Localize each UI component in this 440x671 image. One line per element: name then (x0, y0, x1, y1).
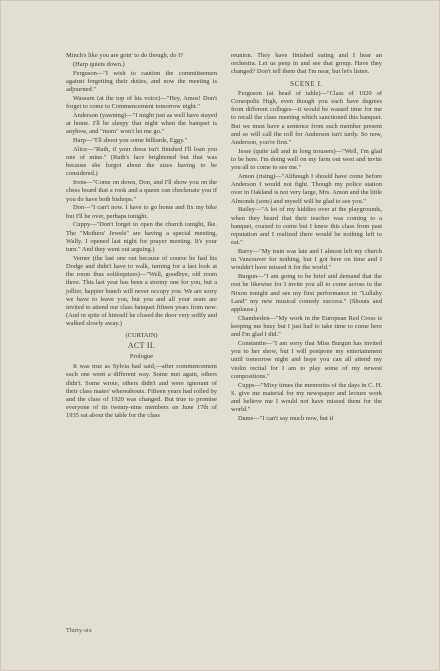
paragraph: Jesse (quite tall and in long trousers)—"Well, I'm glad to be here. I'm doing well on my farm out west and invite you all to come to see me." (231, 147, 382, 172)
paragraph: Bailey—"A lot of my kiddies over at the playgrounds, when they heard that their teacher was coming to a banquet, coaxed to come but I knew this class from past reputation and I realized there would be nothing left to eat." (231, 206, 382, 247)
paragraph: reunion. They have finished eating and I hear an orchestra. Let us peep in and see that group. Have they changed? Don't tell them that I'm near, but let's listen. (231, 52, 382, 76)
page-number: Thirty-six (66, 628, 92, 634)
section-heading: ACT II. (127, 340, 156, 350)
right-column (231, 52, 382, 642)
paragraph: Harp—"I'll shoot you some billiards, Eggy." (73, 137, 188, 144)
section-heading: (CURTAIN) (125, 331, 158, 339)
left-column (66, 52, 217, 642)
paragraph: Amon (rising)—"Although I should have come before Anderson I would not fight. Though my police station over in Oakland is not very large, Mrs. Amon and the little Almonds (sons) and myself will be glad to see you." (231, 173, 382, 205)
paragraph: Verner (the last one out because of course he had his Dodge and didn't have to walk, turning for a last look at the room thus soliloquizes)—"Well, goodbye, old room three. This last year has been a stormy one for you, but a jollier, happier bunch will never occupy you. We are sorry we have to leave you, but you and all your seats are invited to attend our class banquet fifteen years from now. (And in spite of himself he closed the door very softly and walked slowly away.) (66, 254, 217, 328)
paragraph: Dame—"I can't say much now, but if (238, 415, 334, 423)
text-columns (66, 52, 382, 642)
paragraph: It was true as Sylvia had said,—after commencement each one went a different way. Some met again, others didn't. Some wrote, others didn't and were ignorant of their class mates' whereabouts. Fifteen years had rolled by and the class of 1920 was changed. But true to promise everyone of its twenty-nine members on June 17th of 1935 sat about the table for the class (66, 363, 217, 420)
paragraph: Alice—"Ruth, if your dress isn't finished I'll loan you one of mine." (Ruth's face brightened but that was because she forgot about the sizes having to be considered.) (66, 145, 217, 178)
paragraph: Irons—"Come on down, Don, and I'll show you on the chess board that a rook and a queen can checkmate you if you do have both bishops." (66, 179, 217, 203)
paragraph: Ferguson—"I wish to caution the committeemen against forgetting their duties, and now the meeting is adjourned." (66, 69, 217, 93)
section-heading: Prologue (129, 353, 154, 361)
paragraph: (Harp quiets down.) (73, 60, 125, 68)
paragraph: Don—"I can't now. I have to go home and fix my bike but I'll be over, perhaps tonight. (66, 204, 217, 220)
paragraph: Chamberlen—"My work in the European Red Cross is keeping me busy but I just had to take time to come here and I'm glad I did." (231, 314, 382, 339)
paragraph: Constantin—"I am sorry that Miss Burgun has invited you to her show, but I will postpone my entertainment until tomorrow night and hope you can all attend my violin recital for I am to play some of my newest compositions." (231, 340, 382, 380)
paragraph: Anderson (yawning)—"I might just as well have stayed at home. I'll be sleepy that night when the banquet is anyhow, and "mom" won't let me go." (66, 111, 217, 136)
paragraph: Minch's like you are goin' to do though, do I? (66, 52, 184, 59)
paragraph: Burgun—"I am going to be brief and demand that the rest be likewise for I invite you all to come across to the Nixon tonight and see my first performance in "Lullaby Land" my new musical comedy success." (Shouts and applause.) (231, 273, 382, 314)
section-heading: SCENE I. (290, 79, 323, 88)
paragraph: Cuppy—"Don't forget to open the church tonight, Ike. The "Mothers' Jewels" are having a special meeting, Wally. I opened last night for prayer meeting. It's your turn." And they went out arguing.) (66, 221, 217, 254)
paragraph: Barry—"My train was late and I almost left my church in Vancouver for nothing, but I got here on time and I wouldn't have missed it for the world." (231, 248, 382, 272)
paragraph: Cupps—"Mixy times the memories of the days in C. H. S. give me material for my newspaper and lecture work and believe me I would not have missed them for the world." (231, 381, 382, 414)
paragraph: Ferguson (at head of table)—"Class of 1920 of Coraopolis High, even though you each have degrees from different colleges—it would be wasted time for me to recall the class meeting which sanctioned this banquet. But we must have a sentence from each member present and so will call the roll for Anderson isn't tardy. So now, Anderson, you're first." (231, 89, 382, 147)
paragraph: Wassum (at the top of his voice)—"Hey, Amos! Don't forget to come to Commencement tomorrow night." (66, 94, 217, 110)
